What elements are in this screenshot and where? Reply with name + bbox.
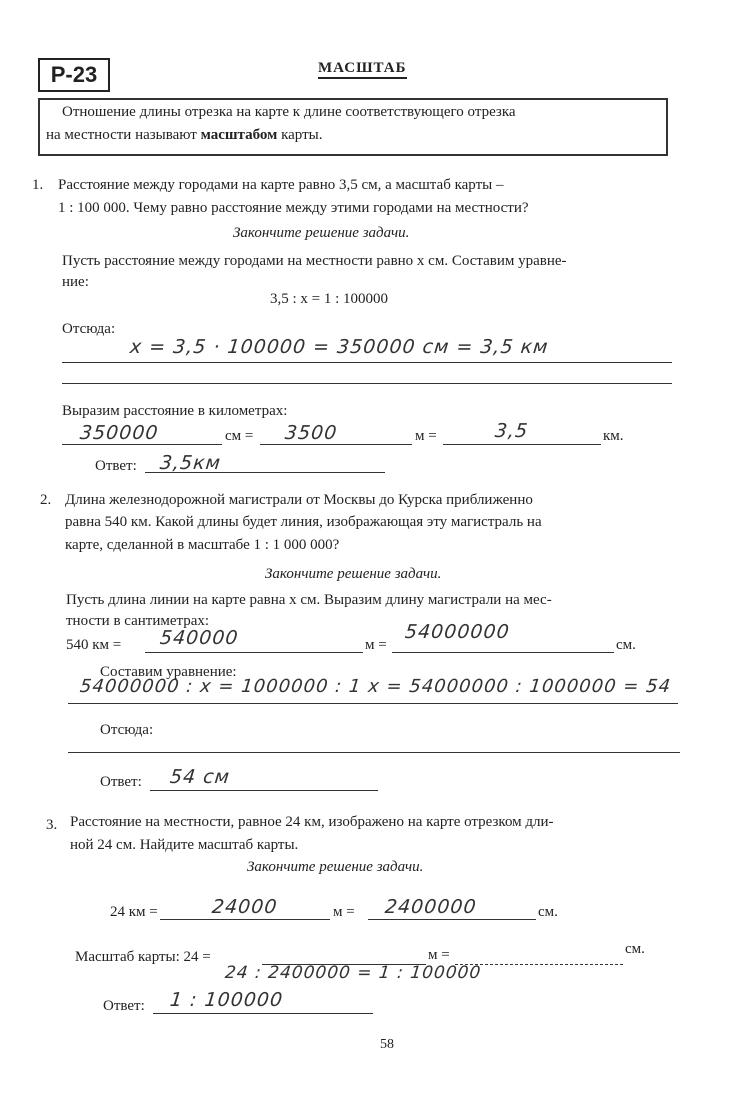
task3-unit-cm: см. <box>538 904 558 920</box>
task1-number: 1. <box>32 177 44 193</box>
task3-instruction: Закончите решение задачи. <box>247 859 424 875</box>
definition-line-1: Отношение длины отрезка на карте к длине соответствующего отрезка <box>62 104 516 120</box>
task2-line-3: карте, сделанной в масштабе 1 : 1 000 000? <box>65 537 340 553</box>
task3-unit-m: м = <box>333 904 355 920</box>
task3-cm-value: 2400000 <box>383 896 478 918</box>
answer-line <box>392 652 614 653</box>
task3-m-value: 24000 <box>210 896 279 918</box>
task1-unit-m: м = <box>415 428 437 444</box>
task1-line-2: 1 : 100 000. Чему равно расстояние между этими городами на местности? <box>58 200 529 216</box>
section-badge: Р-23 <box>38 58 110 92</box>
task1-km-value: 3,5 <box>493 420 530 442</box>
task2-paragraph-1: Пусть длина линии на карте равна x см. Выразим длину магистрали на мес- <box>66 592 552 608</box>
task2-unit-m: м = <box>365 637 387 653</box>
task1-express-label: Выразим расстояние в километрах: <box>62 403 288 419</box>
task1-cm-value: 350000 <box>78 422 160 444</box>
task1-paragraph-2: ние: <box>62 274 89 290</box>
task2-line-1: Длина железнодорожной магистрали от Москвы до Курска приближенно <box>65 492 533 508</box>
task2-paragraph-2: тности в сантиметрах: <box>66 613 210 629</box>
task2-answer-label: Ответ: <box>100 774 142 790</box>
task1-unit-km: км. <box>603 428 624 444</box>
task1-hence-label: Отсюда: <box>62 321 116 337</box>
task3-scale-label: Масштаб карты: 24 = <box>75 949 211 965</box>
answer-line <box>62 362 672 363</box>
answer-line <box>160 919 330 920</box>
task3-line-2: ной 24 см. Найдите масштаб карты. <box>70 837 299 853</box>
page-number: 58 <box>380 1037 394 1052</box>
task2-m-value: 540000 <box>158 627 240 649</box>
task1-unit-cm: см = <box>225 428 254 444</box>
task1-answer-value: 3,5км <box>158 452 223 474</box>
task3-line-1: Расстояние на местности, равное 24 км, изображено на карте отрезком дли- <box>70 814 554 830</box>
task2-instruction: Закончите решение задачи. <box>265 566 442 582</box>
task1-paragraph-1: Пусть расстояние между городами на местности равно x см. Составим уравне- <box>62 253 567 269</box>
answer-line <box>368 919 536 920</box>
answer-line <box>153 1013 373 1014</box>
task2-number: 2. <box>40 492 52 508</box>
task1-hence-answer: x = 3,5 · 100000 = 350000 см = 3,5 км <box>128 336 550 358</box>
answer-line <box>145 652 363 653</box>
task2-compose-label: Составим уравнение: <box>100 664 237 680</box>
page-title: МАСШТАБ <box>318 60 407 79</box>
task1-equation: 3,5 : x = 1 : 100000 <box>270 291 389 307</box>
task1-line-1: Расстояние между городами на карте равно 3,5 см, а масштаб карты – <box>58 177 504 193</box>
answer-line <box>145 472 385 473</box>
answer-line <box>68 703 678 704</box>
answer-line <box>443 444 601 445</box>
definition-line-2 <box>46 127 323 144</box>
answer-line <box>62 383 672 384</box>
task1-instruction: Закончите решение задачи. <box>233 225 410 241</box>
task3-unit-cm2: см. <box>625 941 645 957</box>
definition-text: на местности называют <box>46 127 201 143</box>
task3-unit-m2: м = <box>428 947 450 963</box>
answer-line <box>62 444 222 445</box>
definition-term: масштабом <box>200 127 278 143</box>
task2-line-2: равна 540 км. Какой длины будет линия, изображающая эту магистраль на <box>65 514 542 530</box>
task3-number: 3. <box>46 817 58 833</box>
task3-answer-value: 1 : 100000 <box>168 989 285 1011</box>
task2-unit-cm: см. <box>616 637 636 653</box>
task1-answer-label: Ответ: <box>95 458 137 474</box>
answer-line <box>68 752 680 753</box>
task2-equation-answer: 54000000 : x = 1000000 : 1 x = 54000000 : 1000000 = 54 <box>78 676 673 697</box>
task2-hence-label: Отсюда: <box>100 722 154 738</box>
task3-answer-label: Ответ: <box>103 998 145 1014</box>
answer-line <box>260 444 412 445</box>
task2-answer-value: 54 см <box>168 766 232 788</box>
task2-km-label: 540 км = <box>66 637 122 653</box>
task3-km-label: 24 км = <box>110 904 158 920</box>
task2-cm-value: 54000000 <box>403 621 511 643</box>
definition-text-end: карты. <box>277 127 323 143</box>
answer-line <box>150 790 378 791</box>
task3-scale-answer: 24 : 2400000 = 1 : 100000 <box>223 963 483 983</box>
task1-m-value: 3500 <box>283 422 339 444</box>
